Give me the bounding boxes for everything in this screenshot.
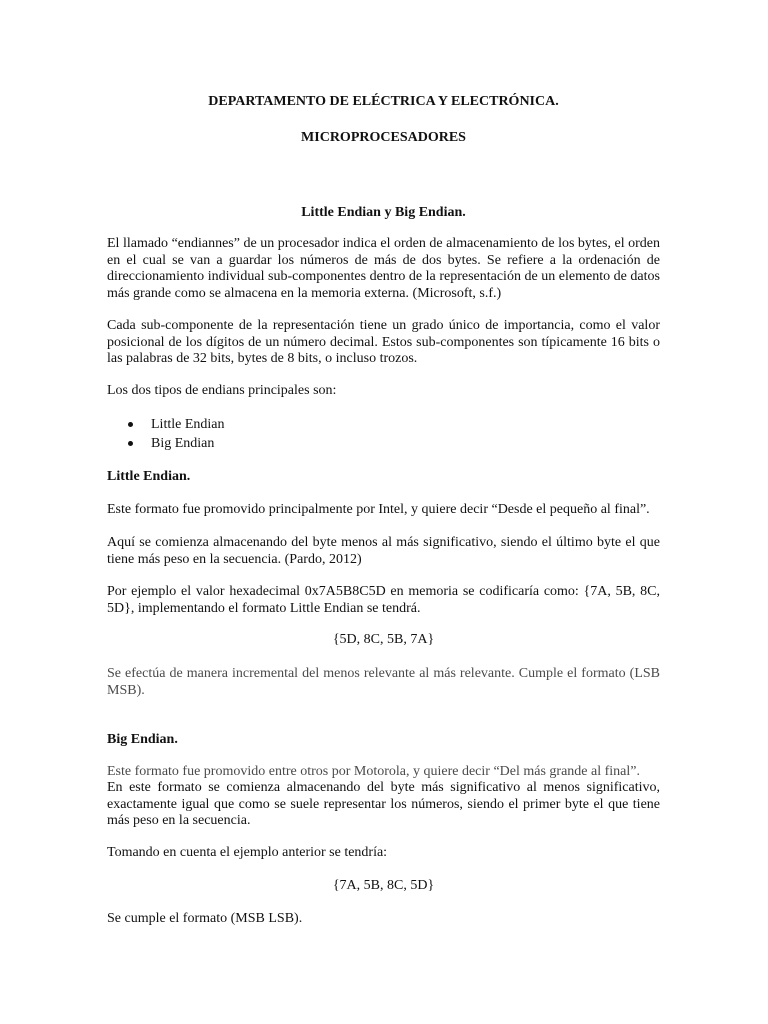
big-endian-paragraph-2: En este formato se comienza almacenando del byte más significativo al menos significativo, exactamente igual que como se suele representar los números, siendo el primer byte el que tiene más peso en la secuencia. [107,780,660,828]
little-endian-paragraph-4: Se efectúa de manera incremental del menos relevante al más relevante. Cumple el formato (LSB MSB). [107,666,660,698]
little-endian-example: {5D, 8C, 5B, 7A} [332,632,435,647]
little-endian-paragraph-3: Por ejemplo el valor hexadecimal 0x7A5B8C5D en memoria se codificaría como: {7A, 5B, 8C, 5D}, implementando el formato Little Endian se tendrá. [107,584,660,616]
big-endian-paragraph-3: Tomando en cuenta el ejemplo anterior se tendría: [107,845,388,860]
big-endian-paragraph-4: Se cumple el formato (MSB LSB). [107,911,303,926]
list-item: Big Endian [128,434,658,453]
little-endian-paragraph-2: Aquí se comienza almacenando del byte menos al más significativo, siendo el último byte el que tiene más peso en la secuencia. (Pardo, 2012) [107,535,660,567]
little-endian-paragraph-1: Este formato fue promovido principalmente por Intel, y quiere decir “Desde el pequeño al final”. [107,502,650,517]
bullet-icon [128,422,133,427]
big-endian-example: {7A, 5B, 8C, 5D} [332,878,435,893]
endian-types-list [128,415,658,453]
big-endian-paragraph-1: Este formato fue promovido entre otros por Motorola, y quiere decir “Del más grande al final”. [107,764,640,779]
document-title: Little Endian y Big Endian. [301,205,466,220]
intro-paragraph-1: El llamado “endiannes” de un procesador indica el orden de almacenamiento de los bytes, el orden en el cual se van a guardar los números de más de dos bytes. Se refiere a la ordenación de direccionamiento individual sub-componentes dentro de la representación de un elemento de datos más grande como se almacena en la memoria externa. (Microsoft, s.f.) [107,236,660,301]
intro-paragraph-3: Los dos tipos de endians principales son: [107,383,337,398]
course-heading: MICROPROCESADORES [301,130,466,145]
intro-paragraph-2: Cada sub-componente de la representación tiene un grado único de importancia, como el valor posicional de los dígitos de un número decimal. Estos sub-componentes son típicamente 16 bits o las palabras de 32 bits, bytes de 8 bits, o incluso trozos. [107,318,660,366]
bullet-icon [128,441,133,446]
department-heading: DEPARTAMENTO DE ELÉCTRICA Y ELECTRÓNICA. [208,94,559,109]
list-item: Little Endian [128,415,658,434]
little-endian-heading: Little Endian. [107,469,191,484]
big-endian-heading: Big Endian. [107,732,178,747]
